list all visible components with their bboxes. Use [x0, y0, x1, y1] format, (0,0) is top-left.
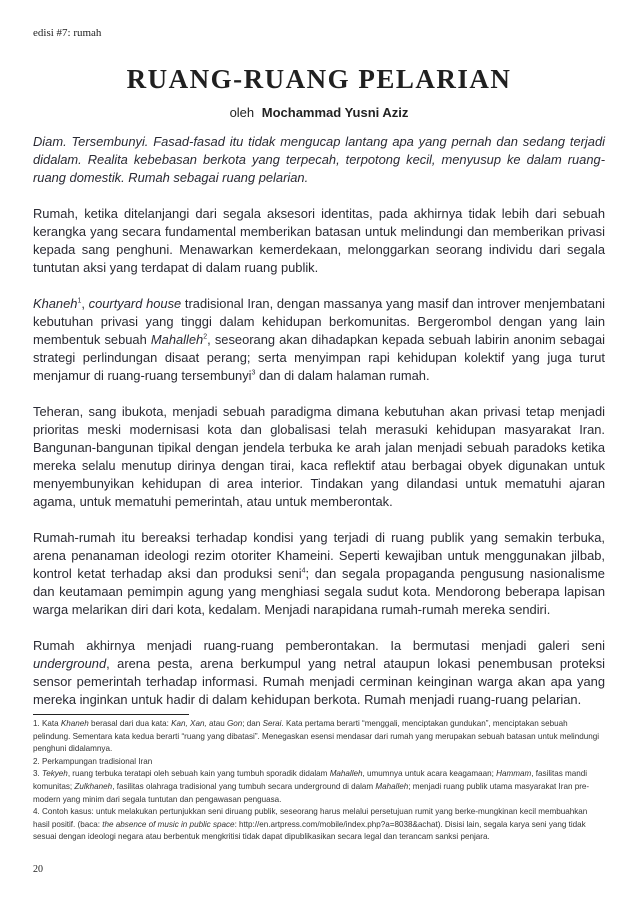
text-run: berasal dari dua kata:	[88, 719, 172, 728]
author-name: Mochammad Yusni Aziz	[261, 105, 409, 120]
text-run: , umumnya untuk acara keagamaan;	[362, 769, 497, 779]
term-khaneh: Khaneh	[33, 296, 78, 311]
article-title: RUANG-RUANG PELARIAN	[126, 64, 512, 94]
footnote-3	[33, 768, 605, 806]
text-run: 4. Contoh kasus: untuk melakukan pertunjukkan seni diruang publik, seseorang harus melalui persetujuan rumit yang berke-mungkinan kecil membuahkan hasil positif. (baca:	[33, 807, 588, 829]
article-body	[33, 133, 605, 709]
lead-paragraph: Diam. Tersembunyi. Fasad-fasad itu tidak mengucap lantang apa yang pernah dan sedang terjadi didalam. Realita kebebasan berkota yang terpecah, terpotong kecil, menyusup ke dalam ruang-ruang domestik. Rumah sebagai ruang pelarian.	[33, 134, 605, 185]
text-run: . Kata pertama berarti “menggali, menciptakan gundukan”, menciptakan sebuah pelindung. Sementara kata kedua berarti “ruang yang dibatasi”. Menegaskan esensi mendasar dari rumah yang merupakan sebuah batasan untuk melindungi penghuni didalamnya.	[33, 719, 600, 754]
text-run: 1. Kata	[33, 719, 61, 728]
text-run: : http://en.artpress.com/mobile/index.php?a=8038&achat). Disisi lain, segala karya seni yang tidak sesuai dengan ideologi negara atau berbentuk mengkritisi tidak dapat dipublikasikan secara legal dan terancam sanksi penjara.	[33, 819, 586, 842]
page-number: 20	[33, 864, 43, 875]
text-run: ; dan segala propaganda pengusung nasionalisme dan keutamaan pemimpin agung yang menghiasi segala sudut kota. Mendorong beberapa lapisan warga melarikan diri dari kota, kedalam. Menjadi narapidana rumah-rumah mereka sendiri.	[33, 566, 605, 617]
body-paragraph-6	[33, 637, 605, 709]
body-paragraph-2: Rumah, ketika ditelanjangi dari segala aksesori identitas, pada akhirnya tidak lebih dari sebuah kerangka yang secara fundamental memberikan batasan untuk melindungi dan memberikan privasi kepada sang penghuni. Menawarkan kemerdekaan, melonggarkan seorang individu dari segala tuntutan aksi yang terdapat di dalam ruang publik.	[33, 206, 605, 275]
footnote-ref-2[interactable]: 2	[203, 333, 208, 341]
term: Hammam	[496, 769, 532, 779]
text-run: atau	[206, 719, 227, 728]
footnote-divider	[33, 714, 189, 715]
term-courtyard-house: courtyard house	[88, 296, 182, 311]
text-run: , ruang terbuka teratapi oleh sebuah kain yang tumbuh sporadik didalam	[67, 769, 330, 779]
footnote-ref-3[interactable]: 3	[251, 369, 256, 377]
text-run: dan di dalam halaman rumah.	[255, 368, 430, 383]
term: Khaneh	[60, 719, 89, 728]
text-run: , fasilitas olahraga tradisional yang tumbuh secara underground di dalam	[112, 781, 376, 791]
body-paragraph-3	[33, 295, 605, 385]
term: Mahalleh	[329, 769, 363, 779]
text-run: tradisional Iran, dengan massanya yang masif dan introver menjembatani kebutuhan privasi yang tinggi dalam kehidupan berkomunitas. Bergerombol dengan yang lain membentuk sebuah	[33, 296, 605, 347]
running-head: edisi #7: rumah	[33, 27, 102, 39]
footnote-ref-4[interactable]: 4	[301, 567, 306, 575]
text-run: Rumah akhirnya menjadi ruang-ruang pemberontakan. Ia bermutasi menjadi galeri seni	[33, 638, 605, 653]
byline	[0, 105, 638, 120]
footnote-2: 2. Perkampungan tradisional Iran	[33, 756, 153, 766]
footnote-4	[33, 806, 605, 844]
text-run: Rumah-rumah itu bereaksi terhadap kondisi yang terjadi di ruang publik yang semakin terbuka, arena penanaman ideologi rezim otoriter Khameini. Seperti kewajiban untuk menggunakan jilbab, kontrol ketat terhadap aksi dan produksi seni	[33, 530, 605, 581]
text-run: ; dan	[242, 719, 263, 728]
term: Tekyeh	[42, 769, 68, 779]
term: Gon	[226, 719, 243, 728]
term-underground: underground	[33, 656, 107, 671]
term: Serai	[262, 719, 282, 728]
text-run: , fasilitas mandi komunitas;	[33, 769, 588, 791]
text-run: , seseorang akan dihadapkan kepada sebuah labirin anonim sebagai strategi perlindungan disaat perang; serta menyimpan rapi kehidupan kolektif yang juga turut menjamur di ruang-ruang tersembunyi	[33, 332, 605, 383]
byline-prefix: oleh	[229, 105, 255, 120]
term: Zulkhaneh	[74, 781, 113, 791]
term-mahalleh: Mahalleh	[150, 332, 204, 347]
text-run: 3.	[33, 769, 42, 779]
term: the absence of music in public space	[102, 819, 235, 829]
body-paragraph-4: Teheran, sang ibukota, menjadi sebuah paradigma dimana kebutuhan akan privasi tetap menjadi prioritas meski modernisasi kota dan globalisasi telah merasuki kehidupan masyarakat Iran. Bangunan-bangunan tipikal dengan jendela terbuka ke arah jalan menjadi sebuah paradoks ketika mereka selalu menutup dirinya dengan tirai, kaca reflektif atau berbagai obyek digunakan untuk menyembunyikan kehidupan di area interior. Tindakan yang dilandasi untuk mematuhi ajaran agama, untuk mematuhi pemerintah, atau untuk memberontak.	[33, 404, 605, 509]
term: Kan, Xan,	[171, 719, 207, 728]
footnotes	[33, 718, 605, 844]
body-paragraph-5	[33, 529, 605, 619]
footnote-1	[33, 718, 605, 756]
text-run: , arena pesta, arena berkumpul yang netral ataupun lokasi penembusan proteksi sensor pemerintah terhadap informasi. Rumah menjadi cerminan keinginan warga akan apa yang mereka inginkan untuk hadir di dalam kehidupan berkota. Rumah menjadi ruang-ruang pelarian.	[33, 656, 605, 707]
text-run: ; menjadi ruang publik utama masyarakat Iran pre-modern yang minim dari segala tuntutan dan pengawasan penguasa.	[33, 781, 590, 804]
term: Mahalleh	[375, 781, 409, 791]
footnote-ref-1[interactable]: 1	[77, 297, 82, 305]
text-run: ,	[81, 296, 89, 311]
